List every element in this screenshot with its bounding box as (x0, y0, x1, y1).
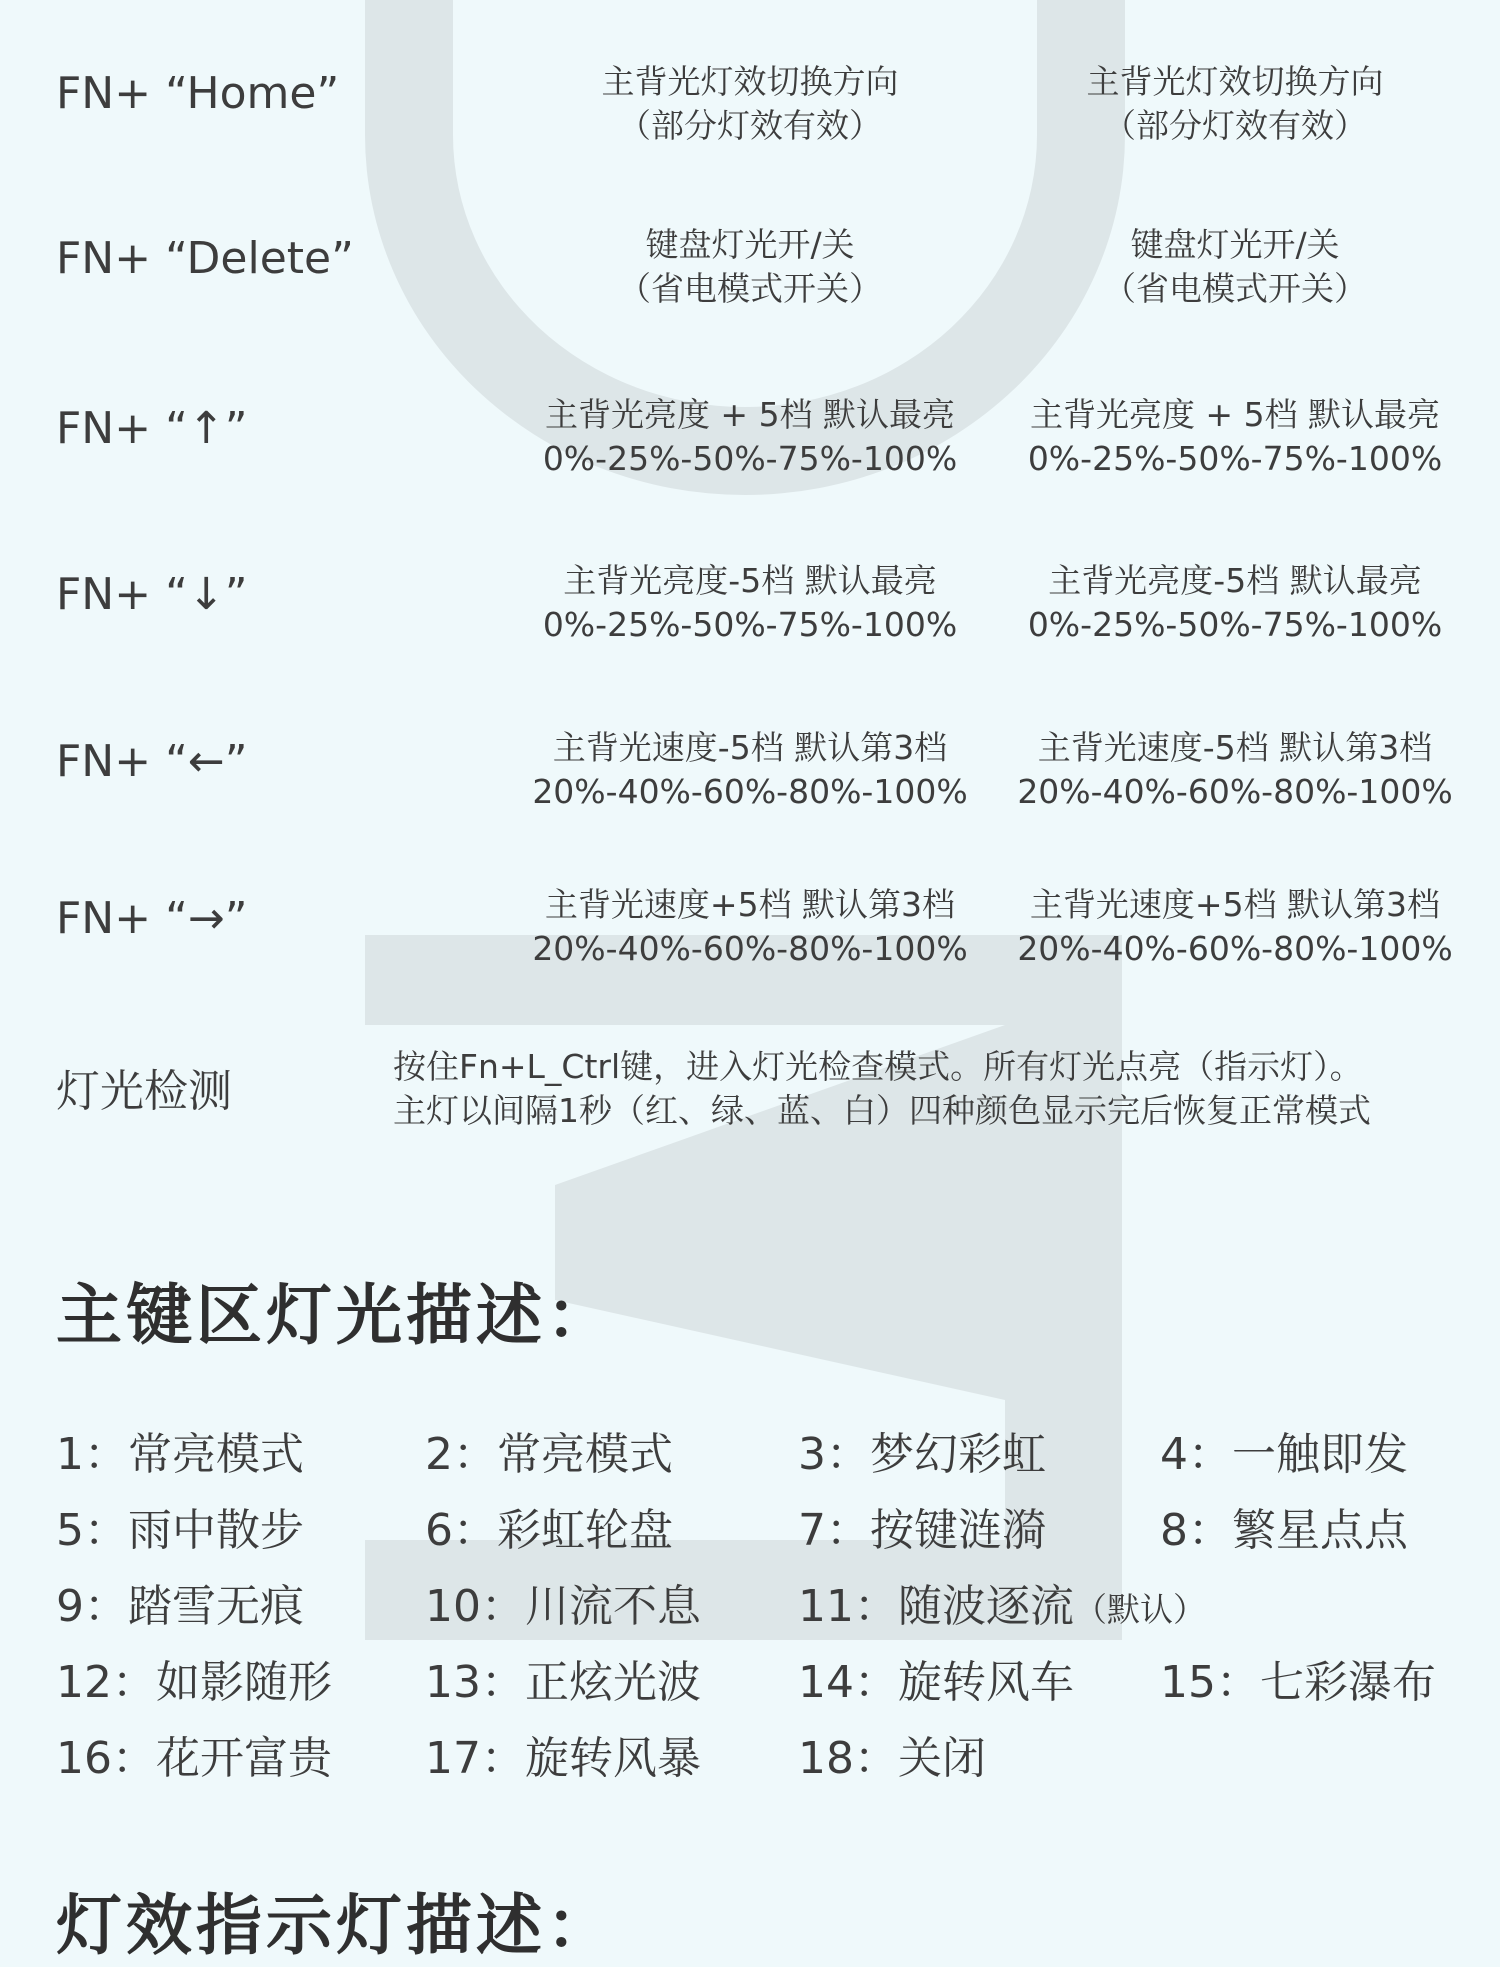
desc-line: 主背光亮度-5档 默认最亮 (563, 561, 937, 600)
shortcut-description (1000, 393, 1470, 481)
mode-item: 16：花开富贵 (56, 1733, 332, 1784)
mode-item: 1：常亮模式 (56, 1429, 304, 1480)
desc-line: 主背光灯效切换方向 (1086, 62, 1384, 101)
mode-item: 12：如影随形 (56, 1657, 332, 1708)
shortcut-description (515, 883, 985, 971)
mode-item: 4：一触即发 (1160, 1429, 1408, 1480)
mode-item: 3：梦幻彩虹 (798, 1429, 1046, 1480)
desc-line: 键盘灯光开/关 (645, 225, 855, 264)
desc-line: 主背光亮度-5档 默认最亮 (1048, 561, 1422, 600)
mode-item: 17：旋转风暴 (425, 1733, 701, 1784)
shortcut-description (515, 223, 985, 311)
desc-line: （部分灯效有效） (1103, 106, 1367, 145)
section-title-indicators: 灯效指示灯描述： (56, 1887, 616, 1964)
desc-line: 0%-25%-50%-75%-100% (1027, 605, 1443, 644)
mode-item-default (798, 1570, 1206, 1634)
desc-line: 主背光灯效切换方向 (601, 62, 899, 101)
light-test-description (393, 1045, 1473, 1133)
desc-line: 主背光亮度 + 5档 默认最亮 (1029, 395, 1441, 434)
desc-line: 按住Fn+L_Ctrl键，进入灯光检查模式。所有灯光点亮（指示灯）。 (393, 1047, 1363, 1086)
mode-item: 8：繁星点点 (1160, 1505, 1408, 1556)
desc-line: （省电模式开关） (1103, 269, 1367, 308)
shortcut-key: FN+ “↓” (56, 569, 248, 620)
desc-line: 主背光速度+5档 默认第3档 (1029, 885, 1441, 924)
mode-item: 9：踏雪无痕 (56, 1581, 304, 1632)
desc-line: 20%-40%-60%-80%-100% (532, 772, 968, 811)
desc-line: 主灯以间隔1秒（红、绿、蓝、白）四种颜色显示完后恢复正常模式 (393, 1091, 1371, 1130)
shortcut-description (515, 393, 985, 481)
desc-line: 键盘灯光开/关 (1130, 225, 1340, 264)
desc-line: 主背光速度+5档 默认第3档 (544, 885, 956, 924)
desc-line: 20%-40%-60%-80%-100% (1017, 929, 1453, 968)
shortcut-key: FN+ “→” (56, 893, 248, 944)
mode-item: 14：旋转风车 (798, 1657, 1074, 1708)
desc-line: 主背光速度-5档 默认第3档 (552, 728, 948, 767)
desc-line: 20%-40%-60%-80%-100% (532, 929, 968, 968)
section-title-main-keys: 主键区灯光描述： (56, 1277, 616, 1354)
desc-line: （省电模式开关） (618, 269, 882, 308)
shortcut-description (515, 726, 985, 814)
shortcut-description (515, 60, 985, 148)
desc-line: 0%-25%-50%-75%-100% (542, 605, 958, 644)
mode-item: 5：雨中散步 (56, 1505, 304, 1556)
desc-line: 0%-25%-50%-75%-100% (542, 439, 958, 478)
desc-line: 20%-40%-60%-80%-100% (1017, 772, 1453, 811)
mode-item: 13：正炫光波 (425, 1657, 701, 1708)
shortcut-description (1000, 60, 1470, 148)
shortcut-description (1000, 883, 1470, 971)
desc-line: 主背光速度-5档 默认第3档 (1037, 728, 1433, 767)
desc-line: 主背光亮度 + 5档 默认最亮 (544, 395, 956, 434)
shortcut-key: FN+ “←” (56, 736, 248, 787)
mode-item: 7：按键涟漪 (798, 1505, 1046, 1556)
desc-line: （部分灯效有效） (618, 106, 882, 145)
light-test-key: 灯光检测 (56, 1066, 232, 1117)
shortcut-key: FN+ “Home” (56, 68, 340, 119)
shortcut-key: FN+ “Delete” (56, 233, 354, 284)
shortcut-description (1000, 559, 1470, 647)
shortcut-description (1000, 726, 1470, 814)
mode-item: 6：彩虹轮盘 (425, 1505, 673, 1556)
desc-line: 0%-25%-50%-75%-100% (1027, 439, 1443, 478)
mode-item: 15：七彩瀑布 (1160, 1657, 1436, 1708)
mode-label: 11：随波逐流 (798, 1581, 1074, 1632)
shortcut-key: FN+ “↑” (56, 403, 248, 454)
shortcut-description (1000, 223, 1470, 311)
mode-item: 10：川流不息 (425, 1581, 701, 1632)
default-note: （默认） (1074, 1590, 1206, 1629)
shortcut-description (515, 559, 985, 647)
mode-item: 2：常亮模式 (425, 1429, 673, 1480)
mode-item: 18：关闭 (798, 1733, 986, 1784)
